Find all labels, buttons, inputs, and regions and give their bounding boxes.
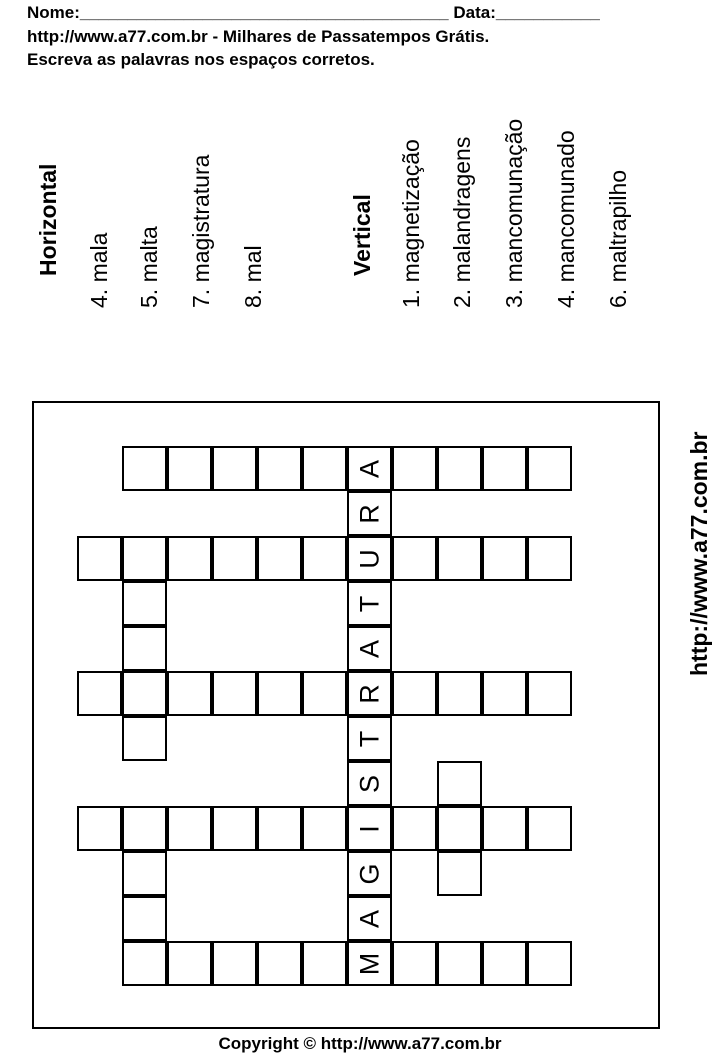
vertical-clue-1: 1. magnetização — [398, 139, 424, 308]
vertical-clue-4: 4. mancomunado — [553, 130, 579, 308]
grid-cell[interactable] — [302, 536, 347, 581]
grid-letter: R — [354, 503, 384, 524]
grid-cell[interactable] — [347, 581, 392, 626]
grid-letter: S — [354, 774, 384, 793]
grid-cell[interactable] — [347, 491, 392, 536]
grid-cell[interactable] — [122, 806, 167, 851]
grid-cell[interactable] — [437, 446, 482, 491]
vertical-clue-2: 2. malandragens — [449, 136, 475, 308]
grid-cell[interactable] — [527, 536, 572, 581]
grid-cell[interactable] — [257, 941, 302, 986]
grid-cell[interactable] — [122, 896, 167, 941]
grid-cell[interactable] — [392, 941, 437, 986]
grid-cell[interactable] — [437, 671, 482, 716]
grid-cell[interactable] — [437, 941, 482, 986]
grid-cell[interactable] — [122, 581, 167, 626]
grid-letter: T — [354, 730, 384, 747]
grid-cell[interactable] — [347, 626, 392, 671]
grid-cell[interactable] — [347, 941, 392, 986]
grid-cell[interactable] — [347, 896, 392, 941]
grid-cell[interactable] — [347, 671, 392, 716]
grid-cell[interactable] — [527, 671, 572, 716]
grid-cell[interactable] — [122, 446, 167, 491]
grid-cell[interactable] — [347, 716, 392, 761]
grid-cell[interactable] — [257, 671, 302, 716]
grid-cell[interactable] — [167, 806, 212, 851]
site-line: http://www.a77.com.br - Milhares de Passatempos Grátis. — [27, 27, 490, 46]
grid-cell[interactable] — [437, 536, 482, 581]
grid-cell[interactable] — [212, 806, 257, 851]
grid-cell[interactable] — [302, 671, 347, 716]
grid-cell[interactable] — [437, 806, 482, 851]
grid-letter: A — [354, 909, 384, 928]
grid-cell[interactable] — [482, 671, 527, 716]
grid-letter: R — [354, 683, 384, 704]
grid-cell[interactable] — [257, 806, 302, 851]
grid-letter: U — [354, 548, 384, 569]
grid-cell[interactable] — [347, 851, 392, 896]
grid-cell[interactable] — [527, 941, 572, 986]
grid-cell[interactable] — [527, 806, 572, 851]
grid-cell[interactable] — [347, 446, 392, 491]
grid-cell[interactable] — [167, 536, 212, 581]
grid-cell[interactable] — [122, 941, 167, 986]
grid-cell[interactable] — [167, 671, 212, 716]
grid-letter: A — [354, 639, 384, 658]
horizontal-clue-7: 7. magistratura — [188, 154, 214, 308]
grid-letter: G — [354, 862, 384, 885]
grid-cell[interactable] — [392, 806, 437, 851]
grid-letter: T — [354, 595, 384, 612]
side-url: http://www.a77.com.br — [686, 431, 712, 676]
horizontal-clue-4: 4. mala — [86, 232, 112, 308]
grid-cell[interactable] — [257, 446, 302, 491]
grid-letter: A — [354, 459, 384, 478]
horizontal-title: Horizontal — [35, 163, 61, 276]
horizontal-clue-8: 8. mal — [240, 245, 266, 308]
grid-cell[interactable] — [347, 806, 392, 851]
grid-cell[interactable] — [302, 806, 347, 851]
grid-cell[interactable] — [77, 671, 122, 716]
grid-cell[interactable] — [122, 536, 167, 581]
name-date-line: Nome:_______________________________________ Data:___________ — [27, 3, 600, 22]
grid-cell[interactable] — [437, 761, 482, 806]
grid-cell[interactable] — [167, 446, 212, 491]
grid-cell[interactable] — [347, 761, 392, 806]
grid-cell[interactable] — [392, 446, 437, 491]
grid-cell[interactable] — [392, 671, 437, 716]
grid-cell[interactable] — [392, 536, 437, 581]
grid-cell[interactable] — [482, 941, 527, 986]
grid-cell[interactable] — [212, 446, 257, 491]
grid-cell[interactable] — [212, 671, 257, 716]
grid-letter: M — [354, 952, 384, 975]
horizontal-clue-5: 5. malta — [136, 226, 162, 308]
vertical-title: Vertical — [349, 194, 375, 276]
grid-cell[interactable] — [122, 851, 167, 896]
vertical-clue-3: 3. mancomunação — [501, 118, 527, 308]
grid-cell[interactable] — [302, 941, 347, 986]
grid-cell[interactable] — [482, 806, 527, 851]
grid-cell[interactable] — [437, 851, 482, 896]
grid-cell[interactable] — [347, 536, 392, 581]
grid-cell[interactable] — [122, 716, 167, 761]
grid-letter: I — [354, 824, 384, 833]
grid-cell[interactable] — [527, 446, 572, 491]
grid-cell[interactable] — [122, 626, 167, 671]
grid-cell[interactable] — [257, 536, 302, 581]
grid-cell[interactable] — [122, 671, 167, 716]
vertical-clue-6: 6. maltrapilho — [605, 169, 631, 308]
grid-cell[interactable] — [482, 446, 527, 491]
grid-cell[interactable] — [482, 536, 527, 581]
copyright: Copyright © http://www.a77.com.br — [218, 1034, 502, 1053]
grid-cell[interactable] — [212, 941, 257, 986]
grid-cell[interactable] — [302, 446, 347, 491]
grid-cell[interactable] — [167, 941, 212, 986]
grid-cell[interactable] — [212, 536, 257, 581]
instruction-line: Escreva as palavras nos espaços corretos. — [27, 50, 375, 69]
grid-cell[interactable] — [77, 536, 122, 581]
grid-cell[interactable] — [77, 806, 122, 851]
